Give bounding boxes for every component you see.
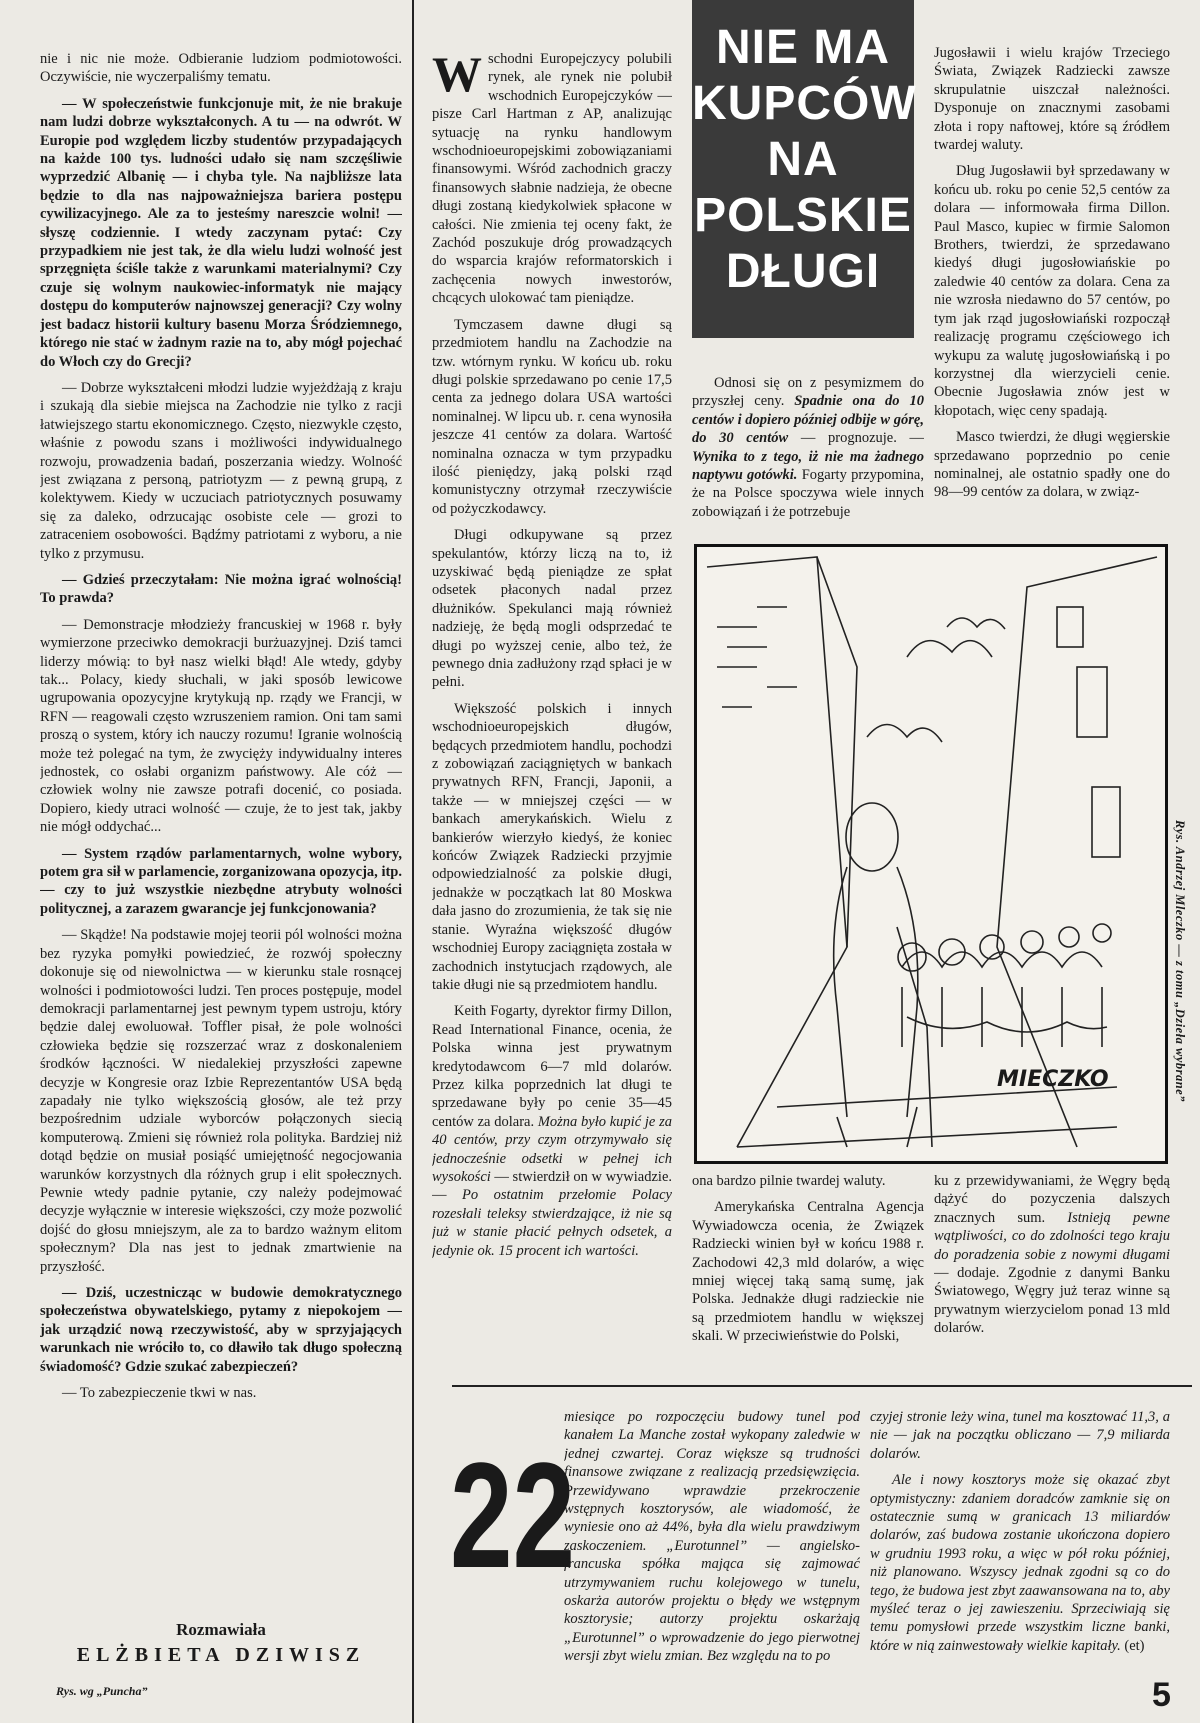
interview-answer: — To zabezpieczenie tkwi w nas. xyxy=(62,1385,257,1402)
article-paragraph: Większość polskich i innych wschodnioeuropejskich długów, będących przedmiotem handlu, pochodzi z zobowiązań zaciągniętych w bankach prywatnych RFN, Francji, Japonii, a także — w mniejszej części — w bankach amerykańskich. Wielu z bankierów wierzyło kiedyś, że koniec końców Związek Radziecki przyjmie odpowiedzialność za polskie długi, jednakże w początkach lat 80 Moskwa dała jasno do zrozumienia, że tak się nie stanie. Wyraźna większość długów wschodniej Europy zaciągnięta została w zachodnich instytucjach rządowych, ale takie długi nie są przedmiotem handlu. xyxy=(432,700,672,993)
headline-line: KUPCÓW xyxy=(692,77,917,130)
interview-answer: — Demonstracje młodzieży francuskiej w 1968 r. były wymierzone przeciwko demokracji burżuazyjnej. Dziś tamci liderzy mówią: to był nasz wielki błąd! Ale wtedy, gdyby tak... Polacy, kiedy słuchali, w jaki sposób lewicowe ugrupowania opozycyjne krytykują np. rządy we Francji, w RFN — reagowali często wzruszeniem ramion. Oni tam sami proszą o system, który ich nauczy rozumu! Igranie wolnością może też polegać na tym, że zwycięży indywidualny interes jednostek, co osłabi organizm państwowy. Ale cóż — człowiek wolny nie zawsze potrafi docenić, co posiada. Dopiero, kiedy utraci wolność — czuje, że to jest tak, jakby nie mógł oddychać... xyxy=(40,616,402,836)
article-paragraph: ona bardzo pilnie twardej waluty. xyxy=(692,1173,886,1189)
cartoon-illustration xyxy=(694,544,1168,1164)
tunnel-paragraph: czyjej stronie leży wina, tunel ma kosztować 11,3, a nie — jak na początku obliczano — 7,9 miliarda dolarów. xyxy=(870,1409,1170,1462)
headline-line: NIE MA xyxy=(716,21,890,74)
byline-name: ELŻBIETA DZIWISZ xyxy=(76,1644,366,1666)
article-paragraph: Masco twierdzi, że długi węgierskie sprzedawano poprzednio po cenie nominalnej, ale ostatnio spadły one do 98—99 centów za dolara, w związ- xyxy=(934,429,1170,501)
page-number: 5 xyxy=(1152,1676,1171,1714)
article-paragraph: Keith Fogarty, dyrektor firmy Dillon, Read International Finance, ocenia, że Polska winna jest prywatnym kredytodawcom 6—7 mld dolarów. Przez kilka poprzednich lat długi te sprzedawane były po cenie 35—45 centów za dolara. Można było kupić je za 40 centów, przy czym otrzymywało się jednocześnie odsetki w pełnej ich wysokości — stwierdził on w wywiadzie. — Po ostatnim przełomie Polacy rozesłali teleksy stwierdzające, iż nie są już w stanie płacić pełnych odsetek, a jedynie ok. 15 procent ich wartości. xyxy=(432,1003,672,1259)
headline-line: POLSKIE xyxy=(694,189,912,242)
headline-box xyxy=(692,0,917,338)
article-paragraph: Amerykańska Centralna Agencja Wywiadowcza ocenia, że Związek Radziecki winien był w końcu 1988 r. Zachodowi 42,3 mld dolarów, a więc mniej więcej taką samą sumę, jak Polska. Jednakże długi radzieckie nie są przedmiotem handlu w większej skali. W przeciwieństwie do Polski, xyxy=(692,1199,924,1345)
headline-line: NA xyxy=(767,133,839,186)
drop-cap: W xyxy=(432,50,482,102)
artist-signature: MIECZKO xyxy=(997,1067,1109,1092)
article-paragraph: Tymczasem dawne długi są przedmiotem handlu na Zachodzie na tzw. wtórnym rynku. W końcu ub. roku długi polskie sprzedawano po cenie 17,5 centa za jednego dolara USA wartości nominalnej. W lipcu ub. r. cena wynosiła jeszcze 41 centów za dolara. Wartość nominalna oznacza w tym przypadku ilość pieniędzy, jaką polski rząd komunistyczny otrzymał rzeczywiście od pożyczkodawcy. xyxy=(432,316,672,517)
article-paragraph: Dług Jugosławii był sprzedawany w końcu ub. roku po cenie 52,5 centów za dolara — informowała firma Dillon. Paul Masco, kupiec w firmie Salomon Brothers, twierdzi, że sprzedawano kiedyś długi jugosłowiańskie po zaledwie 40 centów za dolara. Cena za nie wzrosła niedawno do 57 centów, po tym jak rząd jugosłowiański rozpoczął realizację programu częściowego ich wykupu za walutę jugosłowiańską i po korzystnej dla wierzycieli cenie. Obecnie Jugosławia znów jest w kłopotach, więc ceny spadają. xyxy=(934,163,1170,419)
headline-line: DŁUGI xyxy=(725,245,881,298)
tunnel-column-1 xyxy=(564,1408,860,1708)
interview-answer: — Skądże! Na podstawie mojej teorii pól wolności można bez ryzyka pomyłki powiedzieć, że rozwój społeczny dokonuje się od niewolnictwa — w kierunku stale rosnącej wolności i podmiotowości ludzi. Ten proces postępuje, model demokracji parlamentarnej jest pewnym typem ustroju, który będzie dalej ewoluował. Toffler pisał, że pole wolności człowieka będzie się rozszerzać wraz z doskonaleniem środków łączności. W niedalekiej przyszłości zapewne decyzje w Kongresie oraz Izbie Reprezentantów USA będą zapadały nie tylko większością głosów, ale też przy bezpośrednim udziale wyborców połączonych siecią komputerową. Zmieni się również rola polityka. Bardziej niż dotąd będzie on musiał posiąść umiejętność negocjowania warunków korzystnych dla różnych grup i elit społecznych. Pewnie wtedy padnie pytanie, czy należy podejmować decyzje wyłącznie w interesie większości, czy może pozwolić dojść do głosu mniejszym, ale za to bardzo ważnym elitom społecznym? Dla nas jest to jednak zmartwienie na przyszłość. xyxy=(40,927,402,1275)
article-column-3-top xyxy=(934,44,1170,534)
interview-question: — System rządów parlamentarnych, wolne wybory, potem gra sił w parlamencie, zorganizowana opozycja, itp. — czy to już wszystkie niezbędne atrybuty wolności politycznej, a zarazem gwarancje jej funkcjonowania? xyxy=(40,845,402,917)
interview-question: — Dziś, uczestnicząc w budowie demokratycznego społeczeństwa obywatelskiego, pytamy z niepokojem — jak urządzić nową rzeczywistość, aby w sprzyjających warunkach nie wróciło to, co dławiło tak długo społeczną świadomość? Gdzie szukać zabezpieczeń? xyxy=(40,1285,402,1375)
article-paragraph: Długi odkupywane są przez spekulantów, którzy liczą na to, iż uzyskiwać będą pieniądze ze spłat odsetek płaconych nadal przez dłużników. Spekulanci mają również nadzieję, że będą mogli odsprzedać te długi po wyższej cenie, albo też, że pewnego dnia zadłużony rząd spłaci je w pełni. xyxy=(432,527,672,691)
article-paragraph: ku z przewidywaniami, że Węgry będą dążyć do pozyczenia dalszych znacznych sum. Istnieją pewne wątpliwości, co do zdolności tego kraju do poradzenia sobie z nowymi długami — dodaje. Zgodnie z danymi Banku Światowego, Węgry już teraz winne są prywatnym wierzycielom ponad 13 mld dolarów. xyxy=(934,1173,1170,1337)
article-column-2-bottom xyxy=(692,1172,924,1372)
tunnel-paragraph: miesiące po rozpoczęciu budowy tunel pod kanałem La Manche został wykopany zaledwie w jednej czwartej. Coraz większe są trudności finansowe związane z realizacją przedsięwzięcia. Przewidywano wprawdzie przekroczenie wstępnych kosztorysów, ale wiadomość, że wyniesie ono aż 44%, była dla wielu prawdziwym zaskoczeniem. „Eurotunnel” — angielsko-francuska spółka mająca się zajmować utrzymywaniem ruchu kolejowego w tunelu, oskarża autorów projektu o błędy we wstępnym kosztorysie; autorzy projektu oskarżają „Eurotunnel” o wprowadzenie do jego pierwotnej wersji zbyt wielu zmian. Bez względu na to po xyxy=(564,1409,860,1665)
article-paragraph: schodni Europejczycy polubili rynek, ale rynek nie polubił wschodnich Europejczyków — pisze Carl Hartman z AP, analizując sytuację na rynku handlowym wschodnioeuropejskimi zobowiązaniami finansowymi. Wśród zachodnich graczy finansowych słabnie nadzieja, że obecne długi zostaną kiedykolwiek spłacone w całości. Nie zmienia tej oceny fakt, że Zachód poszukuje dróg prowadzących do wsparcia krajów reformatorskich i zachęcenia nowych inwestorów, chcących ulokować tam pieniądze. xyxy=(432,51,672,307)
interview-answer: — Dobrze wykształceni młodzi ludzie wyjeżdżają z kraju i szukają dla siebie miejsca na Zachodzie nie tylko z racji łatwiejszego startu ekonomicznego. Często, niezwykle często, właśnie z powodu szans i możliwości indywidualnego rozwoju, prowadzenia badań, poszerzania wiedzy. Wolność jest związana z personą, patriotyzm — z pewną grupą, z kolektywem. Kiedy w uczuciach patriotycznych posuwamy się za daleko, odrzucając osobiste cele — grozi to zatraceniem osobowości. Bądźmy patriotami z wyboru, a nie tylko z przymusu. xyxy=(40,379,402,562)
article-column-2-top xyxy=(692,374,924,534)
tunnel-paragraph: Ale i nowy kosztorys może się okazać zbyt optymistyczny: zdaniem doradców zamknie się on ostatecznie sumą w granicach 13 miliardów dolarów, zaś budowa zostanie ukończona dopiero w grudniu 1993 roku, a więc w pół roku później, niż planowano. Wszyscy jednak zgodni są co do tego, że budowa jest zbyt zaawansowana na to, aby myśleć teraz o jej zawieszeniu. Sprzeciwiają się temu pomysłowi przede wszystkim liczne banki, które w nią zainwestowały wielkie kapitały. (et) xyxy=(870,1472,1170,1654)
tunnel-column-2 xyxy=(870,1408,1170,1678)
byline-label: Rozmawiała xyxy=(176,1620,266,1639)
illustration-credit: Rys. Andrzej Mleczko — z tomu „Dzieła wybrane” xyxy=(1173,820,1187,1103)
interview-question: — W społeczeństwie funkcjonuje mit, że nie brakuje nam ludzi dobrze wykształconych. A tu — na odwrót. W Europie pod względem liczby studentów przypadających na każde 100 tys. ludności udało się nam szczęśliwie wyprzedzić Albanię — i chyba tyle. Na najbliższe lata będzie to dla nas najpoważniejsza bariera postępu cywilizacyjnego. Ale za to jesteśmy nareszcie wolni! — słyszę codziennie. I wtedy zaczynam pytać: Czy przypadkiem nie jest tak, że dla wielu ludzi wolność jest sprzęgnięta ściśle także z warunkami materialnymi? Czy czuje się wolnym naukowiec-informatyk nie mający dostępu do komputerów najnowszej generacji? Czy wolny jest badacz historii kultury basenu Morza Śródziemnego, którego nie stać w żadnym razie na to, aby mógł pojechać do Włoch czy do Grecji? xyxy=(40,95,402,370)
section-rule-bottom xyxy=(452,1385,1192,1387)
article-paragraph: Odnosi się on z pesymizmem do przyszłej ceny. Spadnie ona do 10 centów i dopiero później odbije w górę, do 30 centów — prognozuje. — Wynika to z tego, iż nie ma żadnego naptywu gotówki. Fogarty przypomina, że na Polsce spoczywa wiele innych zobowiązań i że potrzebuje xyxy=(692,375,924,520)
article-column-3-bottom xyxy=(934,1172,1170,1372)
interview-question: — Gdzieś przeczytałam: Nie można igrać wolnością! To prawda? xyxy=(40,571,402,607)
tunnel-number: 22 xyxy=(450,1431,576,1599)
article-column-1 xyxy=(432,50,672,1380)
interview-paragraph: nie i nic nie może. Odbieranie ludziom podmiotowości. Oczywiście, nie wyczerpaliśmy tematu. xyxy=(40,51,402,86)
article-paragraph: Jugosławii i wielu krajów Trzeciego Świata, Związek Radziecki zawsze skrupulatnie uiszczał należności. Dysponuje on znacznymi zasobami złota i ropy naftowej, które są źródłem twardej waluty. xyxy=(934,45,1170,154)
column-rule-left xyxy=(412,0,414,1723)
cartoon-source-caption: Rys. wg „Puncha” xyxy=(56,1684,148,1698)
interview-column xyxy=(40,50,402,1610)
